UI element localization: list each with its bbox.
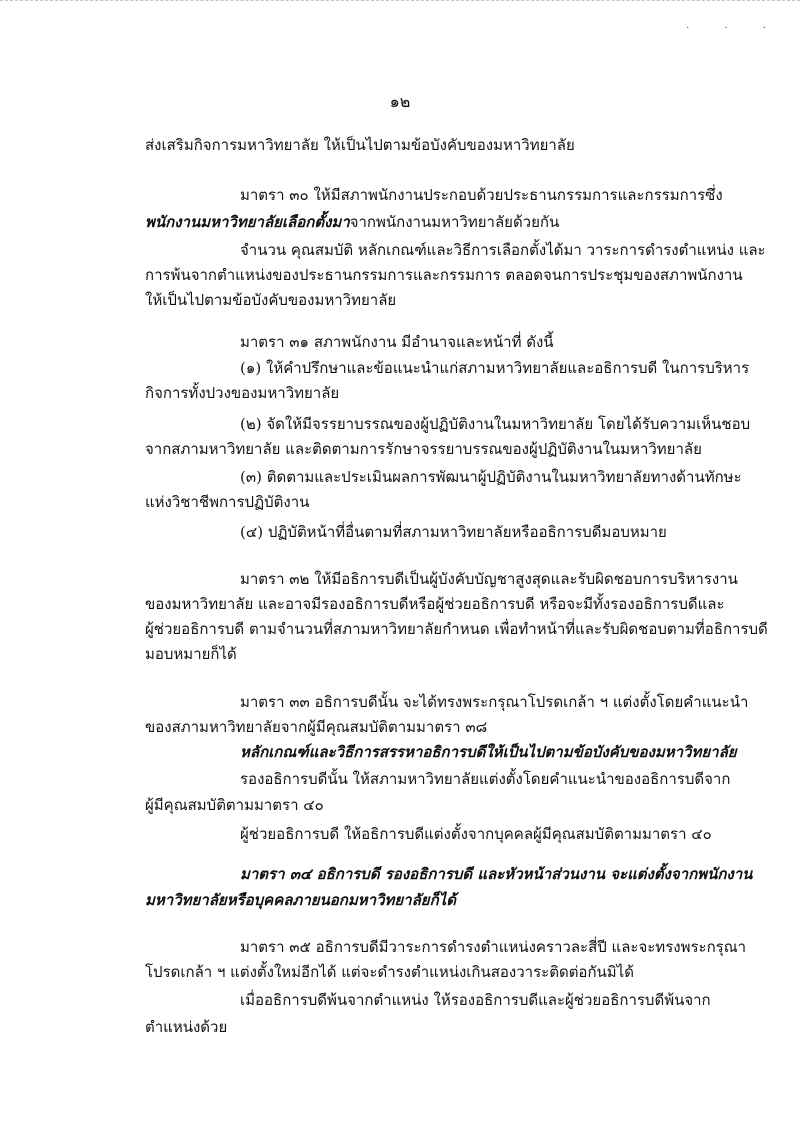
text-line — [145, 210, 559, 234]
section-30-heading: มาตรา ๓๐ ให้มีสภาพนักงานประกอบด้วยประธานกรรมการและกรรมการซึ่ง — [240, 186, 723, 204]
section-34-heading: มาตรา ๓๔ อธิการบดี รองอธิการบดี และหัวหน้าส่วนงาน จะแต่งตั้งจากพนักงาน — [240, 865, 753, 883]
text-fragment: จากพนักงานมหาวิทยาลัยด้วยกัน — [349, 213, 560, 231]
text-line: ของสภามหาวิทยาลัยจากผู้มีคุณสมบัติตามมาตรา ๓๘ — [145, 718, 488, 736]
text-line: ให้เป็นไปตามข้อบังคับของมหาวิทยาลัย — [145, 291, 397, 309]
text-line: (๔) ปฏิบัติหน้าที่อื่นตามที่สภามหาวิทยาลัยหรืออธิการบดีมอบหมาย — [240, 523, 667, 541]
text-line: ของมหาวิทยาลัย และอาจมีรองอธิการบดีหรือผู้ช่วยอธิการบดี หรือจะมีทั้งรองอธิการบดีและ — [145, 595, 725, 613]
inserted-text: มหาวิทยาลัยหรือบุคคลภายนอกมหาวิทยาลัยก็ได้ — [145, 891, 456, 909]
scan-edge — [0, 0, 800, 9]
text-line: มอบหมายก็ได้ — [145, 645, 237, 663]
section-35-heading: มาตรา ๓๕ อธิการบดีมีวาระการดำรงตำแหน่งคราวละสี่ปี และจะทรงพระกรุณา — [240, 938, 747, 956]
text-line: ผู้มีคุณสมบัติตามมาตรา ๔๐ — [145, 796, 324, 814]
section-31-heading: มาตรา ๓๑ สภาพนักงาน มีอำนาจและหน้าที่ ดังนี้ — [240, 333, 554, 351]
text-line: ส่งเสริมกิจการมหาวิทยาลัย ให้เป็นไปตามข้อบังคับของมหาวิทยาลัย — [145, 136, 575, 154]
text-line: กิจการทั้งปวงของมหาวิทยาลัย — [145, 384, 340, 402]
text-line: โปรดเกล้า ฯ แต่งตั้งใหม่อีกได้ แต่จะดำรงตำแหน่งเกินสองวาระติดต่อกันมิได้ — [145, 963, 634, 981]
inserted-text: พนักงานมหาวิทยาลัยเลือกตั้งมา — [145, 213, 350, 231]
text-line: จากสภามหาวิทยาลัย และติดตามการรักษาจรรยาบรรณของผู้ปฏิบัติงานในมหาวิทยาลัย — [145, 440, 702, 458]
page-number: ๑๒ — [389, 92, 411, 111]
text-line: แห่งวิชาชีพการปฏิบัติงาน — [145, 493, 310, 511]
text-line: (๓) ติดตามและประเมินผลการพัฒนาผู้ปฏิบัติงานในมหาวิทยาลัยทางด้านทักษะ — [240, 468, 742, 486]
text-line: เมื่ออธิการบดีพ้นจากตำแหน่ง ให้รองอธิการบดีและผู้ช่วยอธิการบดีพ้นจาก — [240, 991, 711, 1009]
text-line: (๒) จัดให้มีจรรยาบรรณของผู้ปฏิบัติงานในมหาวิทยาลัย โดยได้รับความเห็นชอบ — [240, 415, 751, 433]
text-line: ตำแหน่งด้วย — [145, 1018, 228, 1036]
section-32-heading: มาตรา ๓๒ ให้มีอธิการบดีเป็นผู้บังคับบัญชาสูงสุดและรับผิดชอบการบริหารงาน — [240, 570, 738, 588]
text-line: ผู้ช่วยอธิการบดี ให้อธิการบดีแต่งตั้งจากบุคคลผู้มีคุณสมบัติตามมาตรา ๔๐ — [240, 825, 712, 843]
text-line: การพ้นจากตำแหน่งของประธานกรรมการและกรรมการ ตลอดจนการประชุมของสภาพนักงาน — [145, 266, 743, 284]
text-line: จำนวน คุณสมบัติ หลักเกณฑ์และวิธีการเลือกตั้งได้มา วาระการดำรงตำแหน่ง และ — [240, 241, 766, 259]
text-line: รองอธิการบดีนั้น ให้สภามหาวิทยาลัยแต่งตั้งโดยคำแนะนำของอธิการบดีจาก — [240, 770, 731, 788]
section-33-heading: มาตรา ๓๓ อธิการบดีนั้น จะได้ทรงพระกรุณาโปรดเกล้า ฯ แต่งตั้งโดยคำแนะนำ — [240, 693, 749, 711]
scan-marks: . . . — [686, 20, 782, 31]
text-line: ผู้ช่วยอธิการบดี ตามจำนวนที่สภามหาวิทยาลัยกำหนด เพื่อทำหน้าที่และรับผิดชอบตามที่อธิการบดี — [145, 620, 768, 638]
text-line: (๑) ให้คำปรึกษาและข้อแนะนำแก่สภามหาวิทยาลัยและอธิการบดี ในการบริหาร — [240, 359, 750, 377]
inserted-text: หลักเกณฑ์และวิธีการสรรหาอธิการบดีให้เป็นไปตามข้อบังคับของมหาวิทยาลัย — [240, 743, 737, 761]
